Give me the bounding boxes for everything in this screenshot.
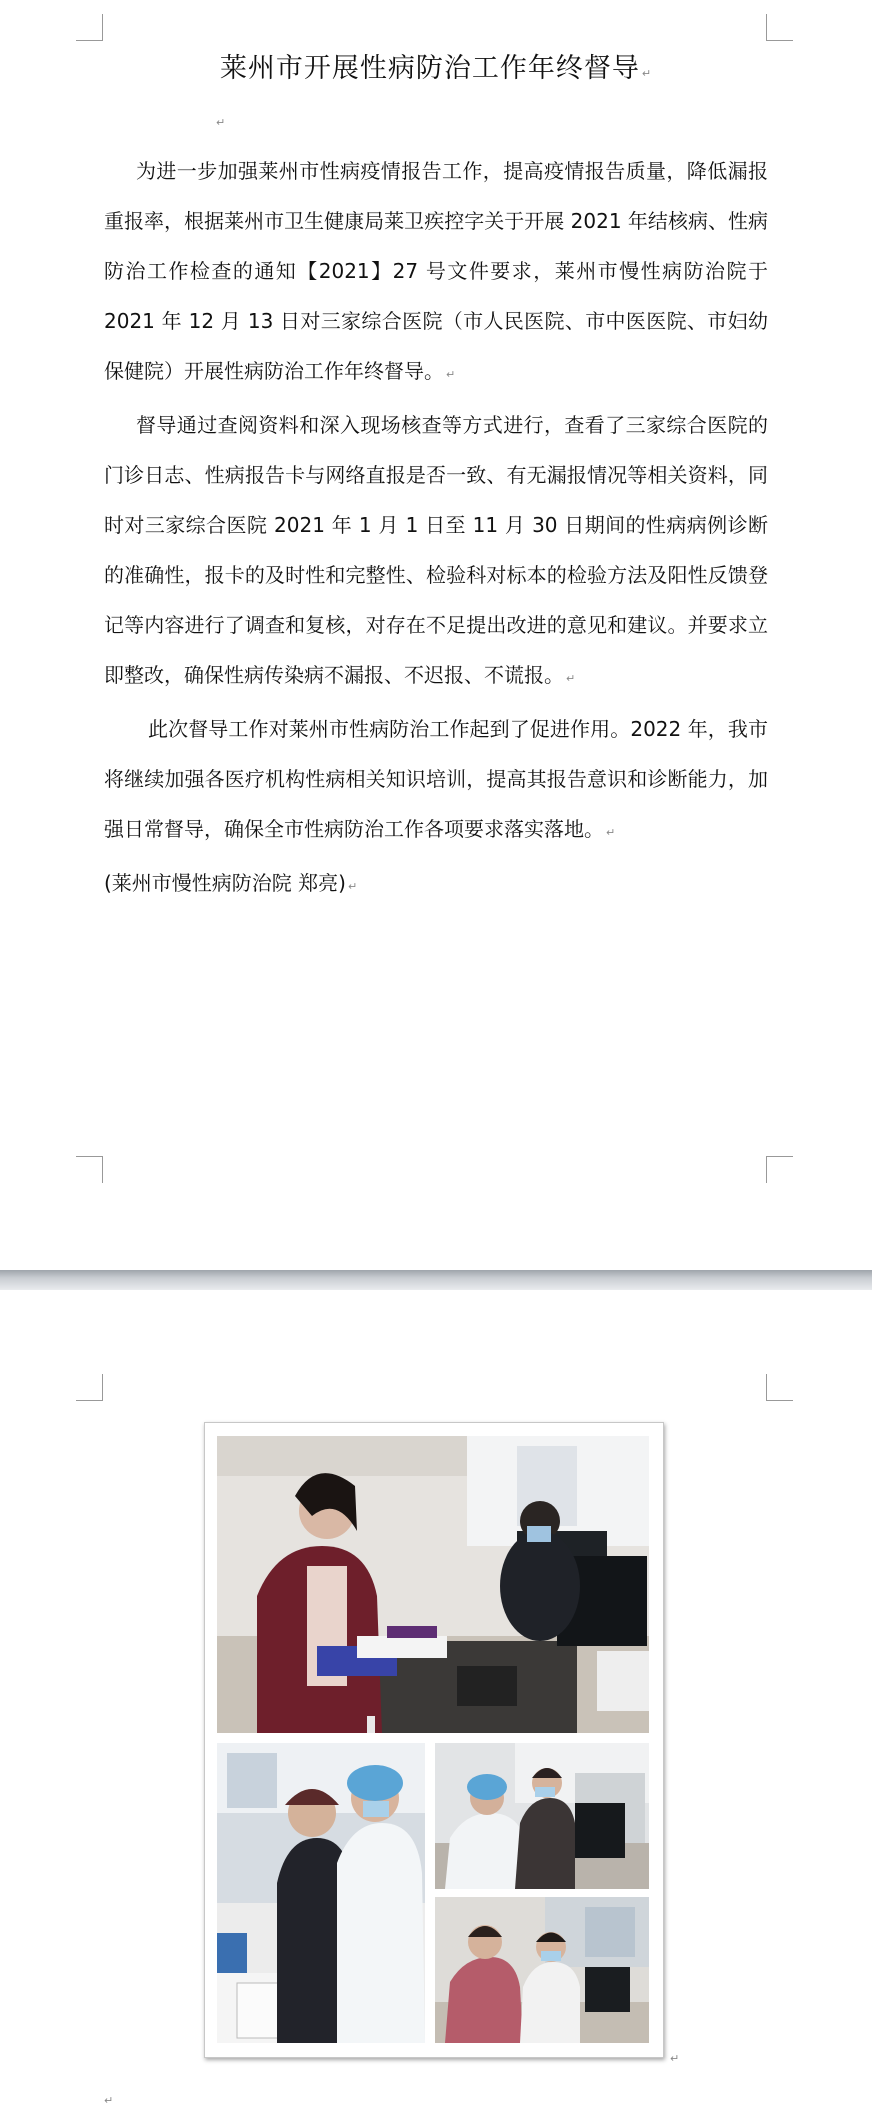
paragraph-1: 为进一步加强莱州市性病疫情报告工作，提高疫情报告质量，降低漏报重报率，根据莱州市卫生健康局莱卫疾控字关于开展 2021 年结核病、性病防治工作检查的通知【2021】27 号文件要求，莱州市慢性病防治院于 2021 年 12 月 13 日对三家综合医院（市人民医院、市中医医院、市妇幼保健院）开展性病防治工作年终督导。 ↵ (104, 159, 768, 383)
photo-inspection-office (217, 1436, 649, 1733)
photo-collage (204, 1422, 664, 2058)
document-body (104, 146, 768, 912)
page-separator (0, 1270, 872, 1290)
crop-mark-top-right (766, 1374, 793, 1401)
paragraph-2: 督导通过查阅资料和深入现场核查等方式进行，查看了三家综合医院的门诊日志、性病报告卡与网络直报是否一致、有无漏报情况等相关资料，同时对三家综合医院 2021 年 1 月 1 日至 11 月 30 日期间的性病病例诊断的准确性，报卡的及时性和完整性、检验科对标本的检验方法及阳性反馈登记等内容进行了调查和复核，对存在不足提出改进的意见和建议。并要求立即整改，确保性病传染病不漏报、不迟报、不谎报。 ↵ (104, 413, 768, 687)
document-title: 莱州市开展性病防治工作年终督导 ↵ (219, 53, 653, 84)
paragraph-mark-after-photo: ↵ (670, 2052, 680, 2065)
crop-mark-top-left (76, 14, 103, 41)
paragraph-mark-end: ↵ (104, 2094, 114, 2107)
crop-mark-bottom-left (76, 1156, 103, 1183)
crop-mark-top-right (766, 14, 793, 41)
empty-paragraph-mark: ↵ (216, 116, 226, 129)
paragraph-3: 此次督导工作对莱州市性病防治工作起到了促进作用。2022 年，我市将继续加强各医疗机构性病相关知识培训，提高其报告意识和诊断能力，加强日常督导，确保全市性病防治工作各项要求落实落地。 ↵ (104, 717, 768, 841)
signature: (莱州市慢性病防治院 郑亮) ↵ (104, 871, 358, 895)
photo-computer-check (435, 1743, 649, 1889)
photo-record-review (217, 1743, 425, 2043)
crop-mark-top-left (76, 1374, 103, 1401)
photo-desk-consultation (435, 1897, 649, 2043)
crop-mark-bottom-right (766, 1156, 793, 1183)
